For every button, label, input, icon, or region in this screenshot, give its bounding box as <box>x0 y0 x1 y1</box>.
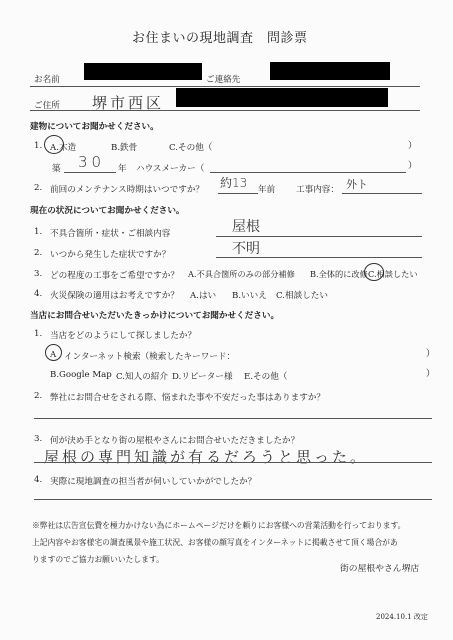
contact-label: ご連絡先 <box>206 75 241 85</box>
paren-close: ） <box>426 349 436 359</box>
redacted-contact <box>270 62 390 80</box>
redacted-address <box>176 88 388 107</box>
deciding-factor-value[interactable]: 屋根の専門知識が有るだろうと思った。 <box>44 448 369 466</box>
paren-close: ） <box>408 141 418 151</box>
work-underline <box>342 193 422 194</box>
footer-note-line2: 上記内容やお客様宅の調査風景や施工状況、お客様の顔写真をインターネットに掲載させて頂く場合があ <box>32 538 398 547</box>
year-underline <box>64 172 116 173</box>
status-q3-num: 3. <box>34 269 43 279</box>
inquiry-q1-num: 1. <box>34 329 43 339</box>
option-internet-marker[interactable]: A <box>50 350 57 360</box>
building-q2-num: 2. <box>34 183 43 193</box>
option-google-map[interactable]: B.Google Map <box>50 370 112 380</box>
option-repeater[interactable]: D.リピーター様 <box>172 372 233 382</box>
symptom-underline <box>216 236 422 237</box>
discovery-question: 当店をどのようにして探しましたか？ <box>50 331 197 341</box>
maker-label: ハウスメーカー（ <box>136 164 205 174</box>
maker-underline <box>210 172 406 173</box>
insurance-question: 火災保険の適用はお考えですか？ <box>50 291 179 301</box>
onset-question: いつから発生した症状ですか？ <box>50 250 171 260</box>
paren-close: ） <box>408 161 418 171</box>
onset-value[interactable]: 不明 <box>232 241 260 257</box>
symptom-value[interactable]: 屋根 <box>232 219 260 235</box>
footer-note-line3: りますのでご協力お願いいたします。 <box>32 555 164 564</box>
years-suffix: 年前 <box>258 185 276 195</box>
symptom-question: 不具合箇所・症状・ご相談内容 <box>50 229 171 239</box>
work-label: 工事内容： <box>296 185 339 195</box>
revision-date: 2024.10.1 改定 <box>376 613 428 621</box>
option-yes[interactable]: A.はい <box>190 291 217 301</box>
option-partial-repair[interactable]: A.不具合箇所のみの部分補修 <box>188 269 295 279</box>
option-no[interactable]: B.いいえ <box>232 291 267 301</box>
building-q1-num: 1. <box>34 141 43 151</box>
year-value[interactable]: 30 <box>78 153 106 171</box>
status-section-title: 現在の状況についてお聞かせください。 <box>30 206 185 216</box>
deciding-factor-question: 何が決め手となり街の屋根やさんにお問合せいただきましたか？ <box>50 436 300 446</box>
option-consult[interactable]: C.相談したい <box>368 269 418 279</box>
years-underline <box>218 193 258 194</box>
maintenance-question: 前回のメンテナンス時期はいつですか？ <box>50 185 205 195</box>
status-q2-num: 2. <box>34 248 43 258</box>
redacted-name <box>84 63 202 80</box>
option-full-renovation[interactable]: B.全体的に改修 <box>310 269 368 279</box>
deciding-factor-underline <box>34 462 432 463</box>
address-label: ご住所 <box>34 101 60 111</box>
address-value[interactable]: 堺市西区 <box>92 94 165 112</box>
address-underline <box>30 110 420 111</box>
option-wood[interactable]: A.木造 <box>50 143 77 153</box>
company-name: 街の屋根やさん堺店 <box>340 564 420 574</box>
page-title: お住まいの現地調査 問診票 <box>132 31 308 46</box>
option-steel[interactable]: B.鉄骨 <box>111 143 138 153</box>
paren-close: ） <box>426 369 436 379</box>
footer-note-line1: ※弊社は広告宣伝費を極力かけない為にホームページだけを頼りにお客様への営業活動を行っております。 <box>32 521 406 530</box>
onset-underline <box>216 257 422 258</box>
option-referral[interactable]: C.知人の紹介 <box>116 372 168 382</box>
work-value[interactable]: 外ト <box>346 178 368 191</box>
option-consult[interactable]: C.相談したい <box>276 291 328 301</box>
concerns-question: 弊社にお問合せをされる際、悩まれた事や不安だった事はありますか？ <box>50 393 326 403</box>
inquiry-section-title: 当店にお問合せいただいたきっかけについてお聞かせください。 <box>30 311 280 321</box>
name-underline <box>30 86 420 87</box>
inquiry-q3-num: 3. <box>34 434 43 444</box>
status-q4-num: 4. <box>34 289 43 299</box>
year-suffix: 年 <box>118 164 127 174</box>
option-other[interactable]: C.その他（ <box>169 143 213 153</box>
name-label: お名前 <box>34 75 60 85</box>
year-prefix: 築 <box>52 164 61 174</box>
option-internet-search[interactable]: インターネット検索（検索したキーワード： <box>64 352 236 362</box>
maintenance-years-value[interactable]: 約13 <box>220 176 248 190</box>
building-section-title: 建物についてお聞かせください。 <box>30 122 159 132</box>
inquiry-q4-num: 4. <box>34 475 43 485</box>
inquiry-q2-num: 2. <box>34 391 43 401</box>
survey-feedback-question: 実際に現地調査の担当者が伺いしていかがでしたか？ <box>50 477 257 487</box>
status-q1-num: 1. <box>34 227 43 237</box>
feedback-underline <box>34 499 432 500</box>
concerns-underline <box>34 418 432 419</box>
work-scope-question: どの程度の工事をご希望ですか？ <box>50 271 179 281</box>
option-other[interactable]: E.その他（ <box>244 372 288 382</box>
